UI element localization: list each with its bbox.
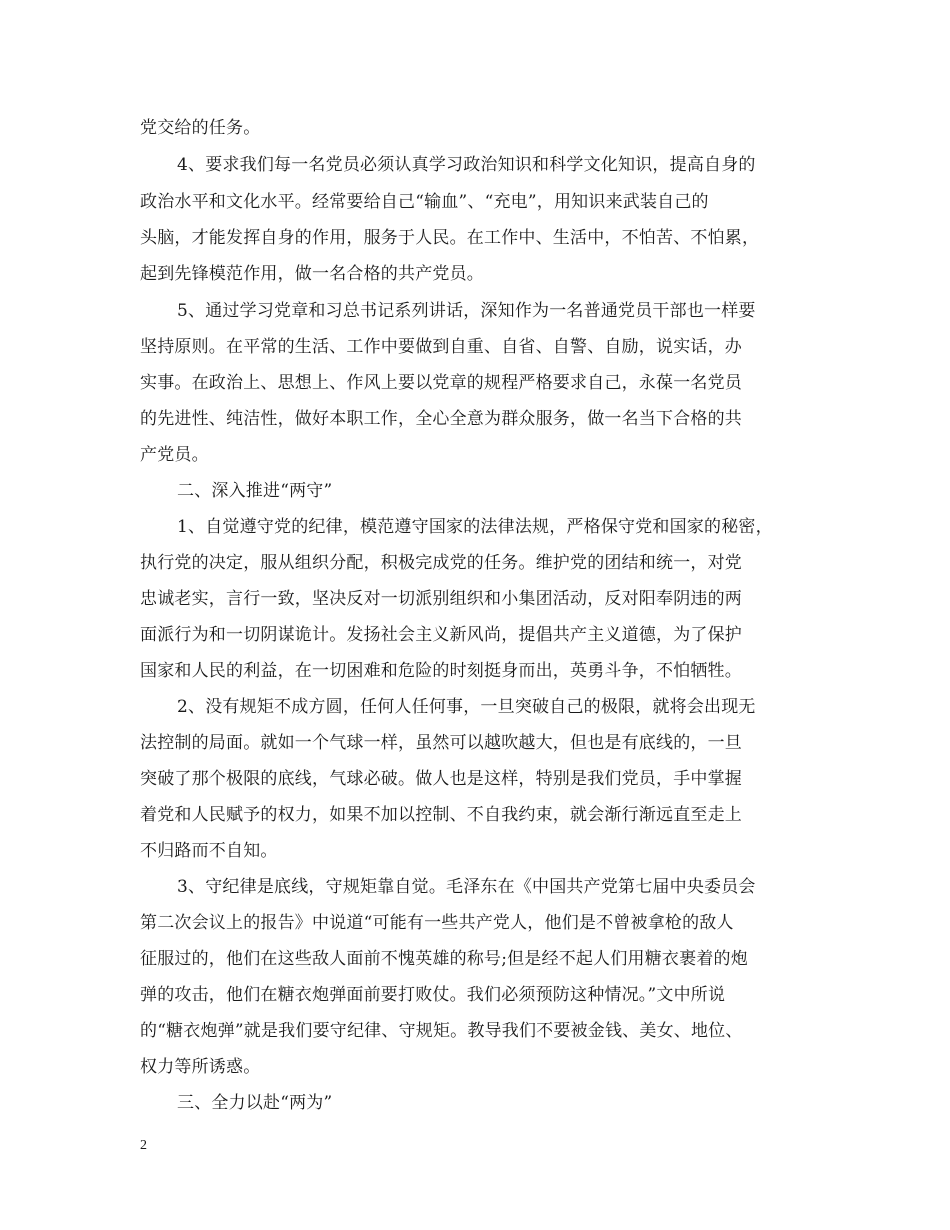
text-line: 的先进性、纯洁性，做好本职工作，全心全意为群众服务，做一名当下合格的共 [140, 409, 742, 429]
text-line: 1、自觉遵守党的纪律，模范遵守国家的法律法规，严格保守党和国家的秘密， [177, 517, 773, 537]
text-line: 政治水平和文化水平。经常要给自己“输血”、“充电”，用知识来武装自己的 [140, 192, 709, 212]
text-line: 坚持原则。在平常的生活、工作中要做到自重、自省、自警、自励，说实话，办 [140, 337, 742, 357]
text-line: 面派行为和一切阴谋诡计。发扬社会主义新风尚，提倡共产主义道德，为了保护 [140, 625, 742, 645]
text-line: 弹的攻击，他们在糖衣炮弹面前要打败仗。我们必须预防这种情况。”文中所说 [140, 985, 726, 1005]
text-line: 法控制的局面。就如一个气球一样，虽然可以越吹越大，但也是有底线的，一旦 [140, 733, 742, 753]
text-line: 的“糖衣炮弹”就是我们要守纪律、守规矩。教导我们不要被金钱、美女、地位、 [140, 1021, 743, 1041]
section-heading: 三、全力以赴“两为” [177, 1093, 333, 1113]
text-line: 5、通过学习党章和习总书记系列讲话，深知作为一名普通党员干部也一样要 [177, 301, 756, 321]
section-heading: 二、深入推进“两守” [177, 481, 333, 501]
text-line: 权力等所诱惑。 [140, 1057, 261, 1077]
text-line: 2、没有规矩不成方圆，任何人任何事，一旦突破自己的极限，就将会出现无 [177, 697, 756, 717]
text-line: 着党和人民赋予的权力，如果不加以控制、不自我约束，就会渐行渐远直至走上 [140, 805, 742, 825]
text-line: 产党员。 [140, 445, 209, 465]
text-line: 国家和人民的利益，在一切困难和危险的时刻挺身而出，英勇斗争，不怕牺牲。 [140, 661, 742, 681]
text-line: 忠诚老实，言行一致，坚决反对一切派别组织和小集团活动，反对阳奉阴违的两 [140, 589, 742, 609]
text-line: 起到先锋模范作用，做一名合格的共产党员。 [140, 264, 484, 284]
page-number: 2 [140, 1138, 147, 1153]
text-line: 3、守纪律是底线，守规矩靠自觉。毛泽东在《中国共产党第七届中央委员会 [177, 877, 756, 897]
text-line: 执行党的决定，服从组织分配，积极完成党的任务。维护党的团结和统一，对党 [140, 553, 742, 573]
text-line: 征服过的，他们在这些敌人面前不愧英雄的称号;但是经不起人们用糖衣裹着的炮 [140, 949, 748, 969]
text-line: 4、要求我们每一名党员必须认真学习政治知识和科学文化知识，提高自身的 [177, 155, 756, 175]
text-line: 实事。在政治上、思想上、作风上要以党章的规程严格要求自己，永葆一名党员 [140, 373, 742, 393]
text-line: 头脑，才能发挥自身的作用，服务于人民。在工作中、生活中，不怕苦、不怕累， [140, 228, 760, 248]
text-line: 第二次会议上的报告》中说道“可能有一些共产党人，他们是不曾被拿枪的敌人 [140, 913, 734, 933]
text-line: 不归路而不自知。 [140, 841, 278, 861]
text-line: 党交给的任务。 [140, 118, 261, 138]
text-line: 突破了那个极限的底线，气球必破。做人也是这样，特别是我们党员，手中掌握 [140, 769, 742, 789]
